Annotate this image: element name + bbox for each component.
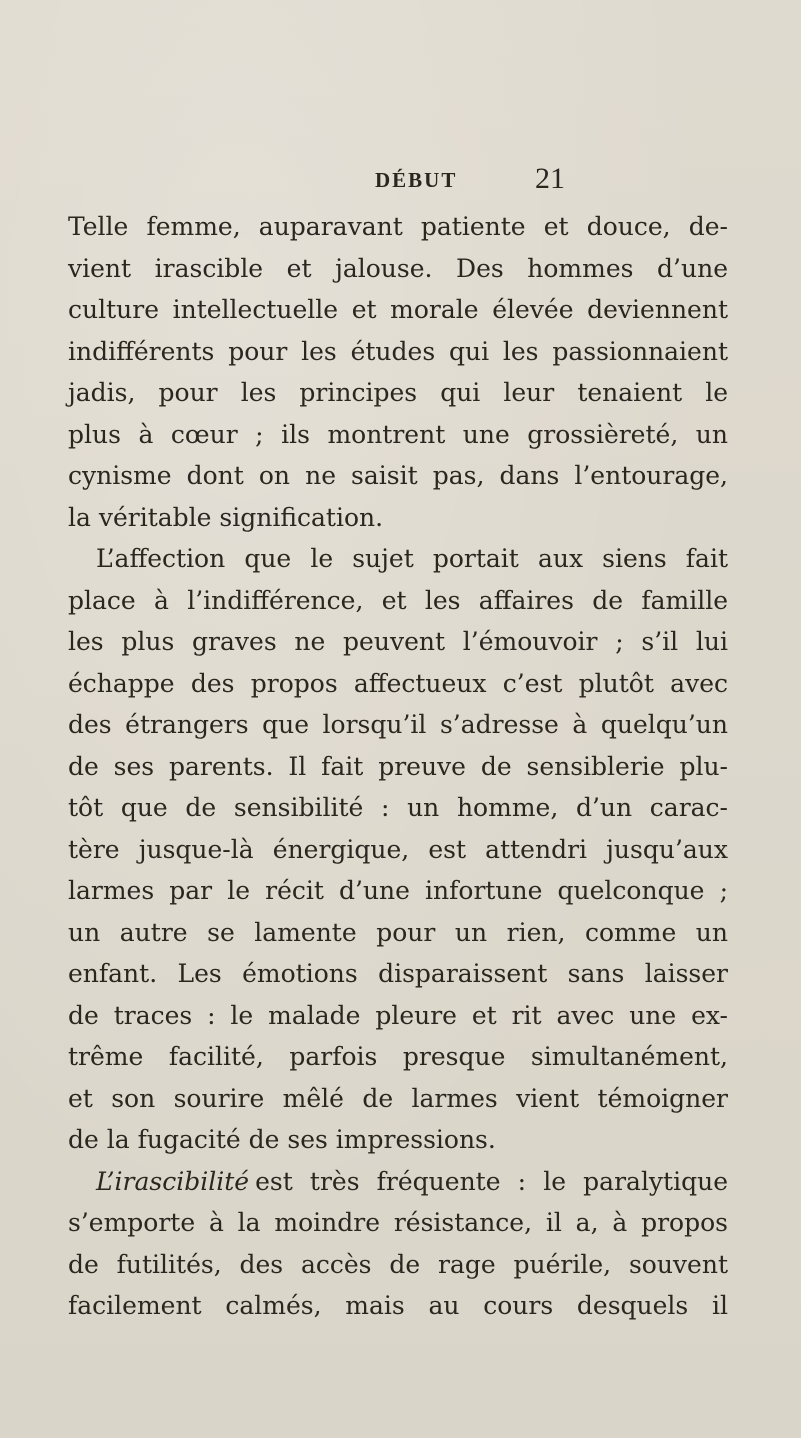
text-line: larmes par le récit d’une infortune quelconque ; [68,876,728,905]
text-line: tôt que de sensibilité : un homme, d’un carac- [68,793,728,822]
text-line: la véritable signification. [68,502,384,532]
text-line: cynisme dont on ne saisit pas, dans l’entourage, [68,461,728,490]
text-line: les plus graves ne peuvent l’émouvoir ; s’il lui [68,627,728,656]
text-line: vient irascible et jalouse. Des hommes d’une [68,253,728,283]
text-line: s’emporte à la moindre résistance, il a, à propos [68,1208,728,1237]
text-line: des étrangers que lorsqu’il s’adresse à quelqu’un [68,710,728,739]
text-line: culture intellectuelle et morale élevée deviennent [68,295,728,324]
page-header [0,162,801,202]
text-line: L’affection que le sujet portait aux siens fait [96,544,728,573]
body-text [68,206,728,1327]
text-line: de ses parents. Il fait preuve de sensiblerie plu- [68,751,728,781]
text-line-rest: est très fréquente : le paralytique [255,1166,728,1196]
text-line: indifférents pour les études qui les passionnaient [68,336,728,366]
text-line: place à l’indifférence, et les affaires de famille [68,585,728,615]
text-line: de la fugacité de ses impressions. [68,1125,496,1154]
text-line: un autre se lamente pour un rien, comme un [68,917,728,947]
text-line [68,1161,728,1203]
text-line: plus à cœur ; ils montrent une grossièreté, un [68,419,728,449]
text-line: Telle femme, auparavant patiente et douce, de- [68,212,728,241]
text-line: tère jusque-là énergique, est attendri jusqu’aux [68,834,728,864]
text-line: facilement calmés, mais au cours desquels il [68,1291,728,1320]
running-head: DÉBUT [375,168,458,192]
text-line: enfant. Les émotions disparaissent sans laisser [68,959,728,988]
text-line: et son sourire mêlé de larmes vient témoigner [68,1083,728,1113]
text-line: jadis, pour les principes qui leur tenaient le [68,378,728,407]
page-number: 21 [535,162,565,195]
text-line: trême facilité, parfois presque simultanément, [68,1042,728,1071]
text-line: de traces : le malade pleure et rit avec une ex- [68,1000,728,1030]
text-line: échappe des propos affectueux c’est plutôt avec [68,668,728,698]
text-line: de futilités, des accès de rage puérile, souvent [68,1249,728,1279]
irascibility-term: L’irascibilité [96,1166,250,1196]
